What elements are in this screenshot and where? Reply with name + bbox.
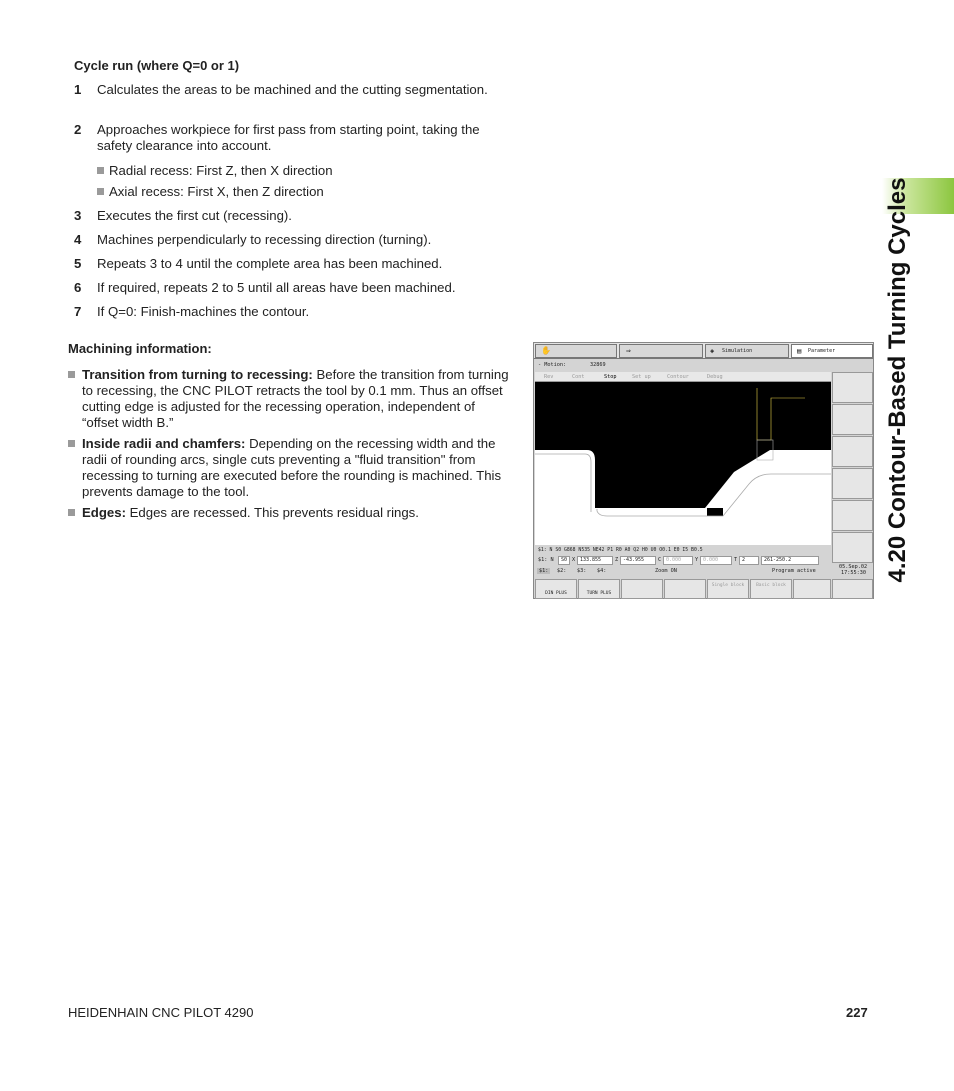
bullet-bold: Inside radii and chamfers: (82, 436, 246, 451)
step-number: 3 (74, 208, 82, 223)
tab-label: Parameter (808, 348, 836, 354)
step-number: 2 (74, 122, 82, 137)
substep-radial (97, 163, 333, 179)
status-row (535, 566, 873, 578)
bullet-body: Edges are recessed. This prevents residual rings. (125, 505, 419, 520)
bullet-inside-radii (68, 436, 513, 500)
square-bullet-icon (68, 440, 75, 447)
tab-parameter[interactable] (791, 344, 873, 358)
square-bullet-icon (97, 167, 104, 174)
motion-label: - Motion: (538, 362, 567, 368)
softkey-label: TURN PLUS (586, 591, 612, 596)
softkey-right-5[interactable] (832, 500, 873, 531)
softkey-single-block[interactable] (707, 579, 749, 599)
tool-id: 261-250.2 (761, 556, 819, 565)
date: 05.Sep.02 (839, 564, 868, 570)
softkey-right-3[interactable] (832, 436, 873, 467)
screen-tab-bar (534, 343, 873, 359)
menu-stop[interactable]: Stop (604, 374, 617, 380)
c-position-value: 0.000 (663, 556, 693, 565)
arrow-right-icon: ⇒ (626, 346, 631, 355)
channel-3[interactable]: $3: (577, 568, 587, 574)
step-number: 4 (74, 232, 82, 247)
bullet-text (82, 436, 512, 500)
axis-c-label: C (658, 557, 662, 563)
section-title: 4.20 Contour-Based Turning Cycles (884, 177, 911, 583)
footer-product: HEIDENHAIN CNC PILOT 4290 (68, 1005, 254, 1020)
square-bullet-icon (97, 188, 104, 195)
tab-simulation[interactable] (705, 344, 789, 358)
channel-1[interactable]: $1: (539, 568, 549, 574)
tab-arrow[interactable] (619, 344, 703, 358)
simulation-graphic (535, 382, 831, 545)
step-text: Machines perpendicularly to recessing direction (turning). (97, 232, 432, 247)
bullet-transition (68, 367, 513, 431)
softkey-7[interactable] (793, 579, 831, 599)
square-bullet-icon (68, 371, 75, 378)
substep-axial (97, 184, 324, 200)
spindle-value: S0 (558, 556, 570, 565)
softkey-4[interactable] (664, 579, 706, 599)
bullet-bold: Transition from turning to recessing: (82, 367, 313, 382)
softkey-turn-plus[interactable] (578, 579, 620, 599)
step-text: If required, repeats 2 to 5 until all areas have been machined. (97, 280, 456, 295)
step-text: Executes the first cut (recessing). (97, 208, 292, 223)
bullet-body: Depending on the recessing width and the radii of rounding arcs, single cuts preventing a "fluid transition" from recessing to turning are executed before the rounding is machined. This prevents damage to the tool. (82, 436, 502, 499)
menu-setup[interactable]: Set up (632, 374, 651, 380)
step-number: 5 (74, 256, 82, 271)
diamond-arrow-icon: ◈ (710, 347, 715, 355)
tab-hand[interactable] (535, 344, 617, 358)
softkey-label: DIN PLUS (545, 591, 567, 596)
nc-block-line: $1: N S0 G868 N535 NE42 P1 R0 A0 Q2 H0 U0 O0.1 E0 I5 B0.5 (538, 548, 703, 553)
bullet-bold: Edges: (82, 505, 126, 520)
x-position-value: 133.855 (577, 556, 613, 565)
softkey-right-6[interactable] (832, 532, 873, 563)
hand-icon: ✋ (541, 346, 551, 355)
softkey-label: Basic block (756, 583, 786, 588)
step-number: 1 (74, 82, 82, 97)
step-number: 7 (74, 304, 82, 319)
softkey-din-plus[interactable] (535, 579, 577, 599)
step-text: Repeats 3 to 4 until the complete area has been machined. (97, 256, 443, 271)
menu-debug[interactable]: Debug (707, 374, 723, 380)
softkey-right-2[interactable] (832, 404, 873, 435)
substep-text: Radial recess: First Z, then X direction (109, 163, 333, 178)
z-position-value: -43.955 (620, 556, 656, 565)
channel-2[interactable]: $2: (557, 568, 567, 574)
menu-contour[interactable]: Contour (667, 374, 689, 380)
softkey-right-1[interactable] (832, 372, 873, 403)
time: 17:55:30 (841, 570, 866, 576)
y-position-value: 0.000 (700, 556, 732, 565)
softkey-right-4[interactable] (832, 468, 873, 499)
zoom-status: Zoom ON (655, 568, 677, 574)
softkey-basic-block[interactable] (750, 579, 792, 599)
axis-y-label: Y (695, 557, 699, 563)
position-label: $1: N (538, 557, 554, 563)
bullet-text (82, 505, 512, 521)
square-bullet-icon (68, 509, 75, 516)
simulation-menu (535, 372, 831, 382)
parameter-icon: ▤ (797, 347, 802, 355)
tab-label: Simulation (722, 348, 753, 354)
step-text: Approaches workpiece for first pass from starting point, taking the safety clearance into account. (97, 122, 480, 153)
bullet-edges (68, 505, 513, 521)
substep-text: Axial recess: First X, then Z direction (109, 184, 324, 199)
step-text: Calculates the areas to be machined and the cutting segmentation. (97, 82, 488, 97)
step-text: If Q=0: Finish-machines the contour. (97, 304, 310, 319)
bullet-text (82, 367, 512, 431)
page-number: 227 (846, 1005, 868, 1020)
tool-label: T (734, 557, 738, 563)
cnc-screenshot (533, 342, 874, 599)
axis-z-label: Z (615, 557, 619, 563)
cycle-heading: Cycle run (where Q=0 or 1) (74, 58, 240, 73)
step-number: 6 (74, 280, 82, 295)
tool-number: 2 (739, 556, 759, 565)
softkey-label: Single block (711, 583, 745, 588)
bullet-body: Before the transition from turning to recessing, the CNC PILOT retracts the tool by 0.1 mm. Thus an offset cutting edge is adjusted for the recessing operation, independent of “offset width B.” (82, 367, 509, 430)
motion-value: 32869 (590, 362, 606, 368)
menu-cont[interactable]: Cont (572, 374, 585, 380)
axis-x-label: X (572, 557, 576, 563)
program-status: Program active (772, 568, 816, 574)
menu-rev[interactable]: Rev (544, 374, 554, 380)
channel-4[interactable]: $4: (597, 568, 607, 574)
softkey-8[interactable] (832, 579, 873, 599)
softkey-3[interactable] (621, 579, 663, 599)
machining-heading: Machining information: (68, 341, 212, 356)
